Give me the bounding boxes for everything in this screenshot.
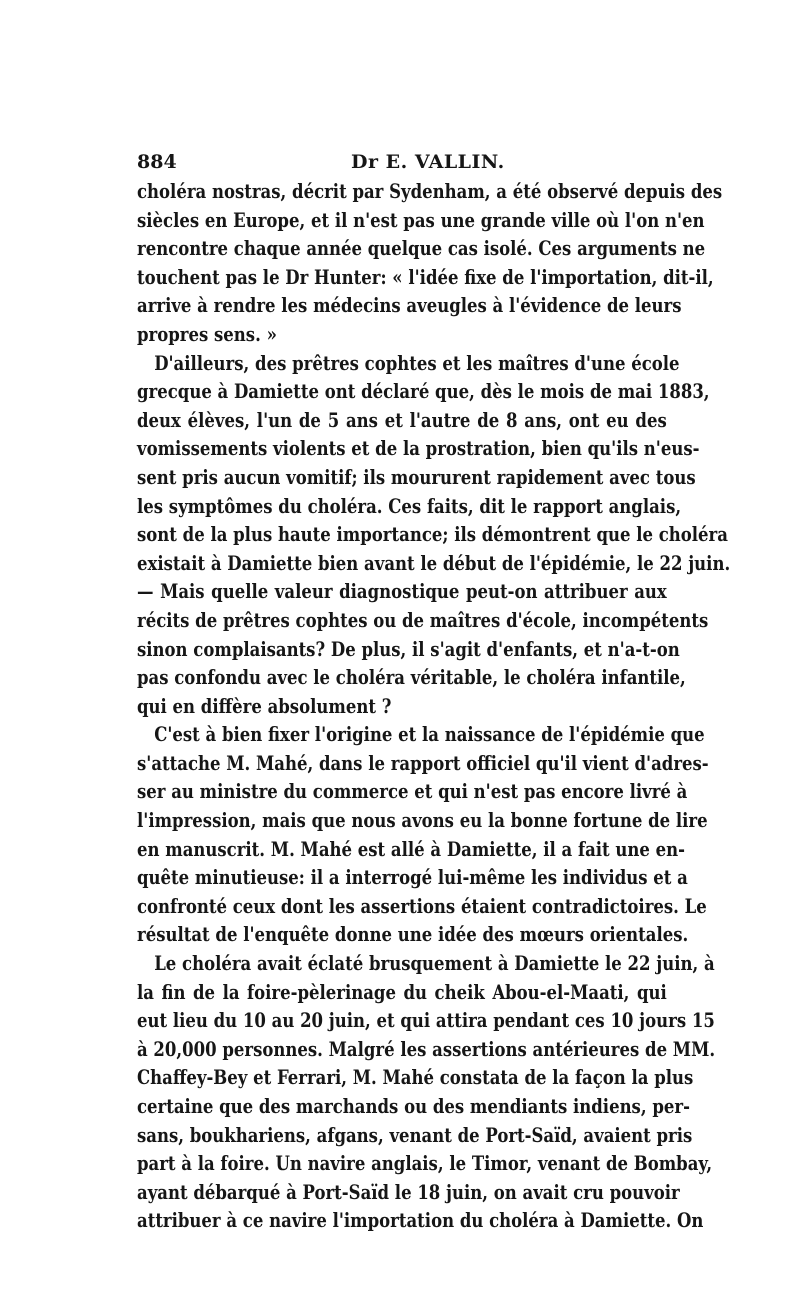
text-line: sent pris aucun vomitif; ils moururent rapidement avec tous (137, 465, 696, 489)
text-line: attribuer à ce navire l'importation du choléra à Damiette. On (137, 1209, 704, 1233)
text-line: grecque à Damiette ont déclaré que, dès le mois de mai 1883, (137, 380, 710, 404)
text-line: ser au ministre du commerce et qui n'est pas encore livré à (137, 780, 688, 804)
text-line: part à la foire. Un navire anglais, le Timor, venant de Bombay, (137, 1152, 713, 1176)
text-line: certaine que des marchands ou des mendiants indiens, per- (137, 1095, 690, 1118)
text-line: deux élèves, l'un de 5 ans et l'autre de 8 ans, ont eu des (137, 408, 667, 432)
text-line: eut lieu du 10 au 20 juin, et qui attira pendant ces 10 jours 15 (137, 1009, 715, 1033)
text-line: C'est à bien fixer l'origine et la naissance de l'épidémie que (154, 723, 705, 747)
text-line: Chaffey-Bey et Ferrari, M. Mahé constata de la façon la plus (137, 1066, 694, 1090)
text-line: s'attache M. Mahé, dans le rapport officiel qu'il vient d'adres- (137, 751, 709, 775)
text-line: rencontre chaque année quelque cas isolé. Ces arguments ne (137, 237, 706, 261)
text-line: existait à Damiette bien avant le début de l'épidémie, le 22 juin. (137, 551, 731, 575)
text-line: pas confondu avec le choléra véritable, le choléra infantile, (137, 666, 686, 690)
running-title: Dr E. VALLIN. (351, 151, 505, 173)
text-line: sinon complaisants? De plus, il s'agit d'enfants, et n'a-t-on (137, 637, 680, 661)
text-line: siècles en Europe, et il n'est pas une grande ville où l'on n'en (137, 208, 705, 232)
text-line: confronté ceux dont les assertions étaient contradictoires. Le (137, 894, 707, 918)
text-line: résultat de l'enquête donne une idée des mœurs orientales. (137, 923, 689, 947)
text-line: — Mais quelle valeur diagnostique peut-on attribuer aux (137, 580, 667, 604)
text-line: quête minutieuse: il a interrogé lui-même les individus et a (137, 866, 688, 890)
text-line: les symptômes du choléra. Ces faits, dit le rapport anglais, (137, 494, 682, 518)
text-line: la fin de la foire-pèlerinage du cheik Abou-el-Maati, qui (137, 980, 667, 1004)
text-line: sont de la plus haute importance; ils démontrent que le choléra (137, 523, 728, 547)
text-lines (137, 178, 731, 1236)
text-line: qui en diffère absolument ? (137, 694, 392, 718)
text-line: à 20,000 personnes. Malgré les assertions antérieures de MM. (137, 1037, 716, 1061)
body-text (137, 178, 731, 1236)
text-line: arrive à rendre les médecins aveugles à l'évidence de leurs (137, 294, 682, 318)
text-line: choléra nostras, décrit par Sydenham, a été observé depuis des (137, 180, 723, 203)
text-line: en manuscrit. M. Mahé est allé à Damiette, il a fait une en- (137, 837, 686, 861)
text-line: vomissements violents et de la prostration, bien qu'ils n'eus- (137, 437, 700, 461)
text-line: ayant débarqué à Port-Saïd le 18 juin, on avait cru pouvoir (137, 1180, 680, 1204)
text-line: touchent pas le Dr Hunter: « l'idée fixe de l'importation, dit-il, (137, 265, 714, 289)
text-line: propres sens. » (137, 322, 277, 346)
page-number: 884 (137, 151, 177, 173)
text-line: récits de prêtres cophtes ou de maîtres d'école, incompétents (137, 608, 709, 632)
running-header (137, 151, 667, 179)
text-line: l'impression, mais que nous avons eu la bonne fortune de lire (137, 809, 708, 833)
text-line: D'ailleurs, des prêtres cophtes et les maîtres d'une école (154, 351, 680, 375)
text-line: Le choléra avait éclaté brusquement à Damiette le 22 juin, à (154, 952, 715, 976)
text-line: sans, boukhariens, afgans, venant de Port-Saïd, avaient pris (137, 1123, 693, 1147)
